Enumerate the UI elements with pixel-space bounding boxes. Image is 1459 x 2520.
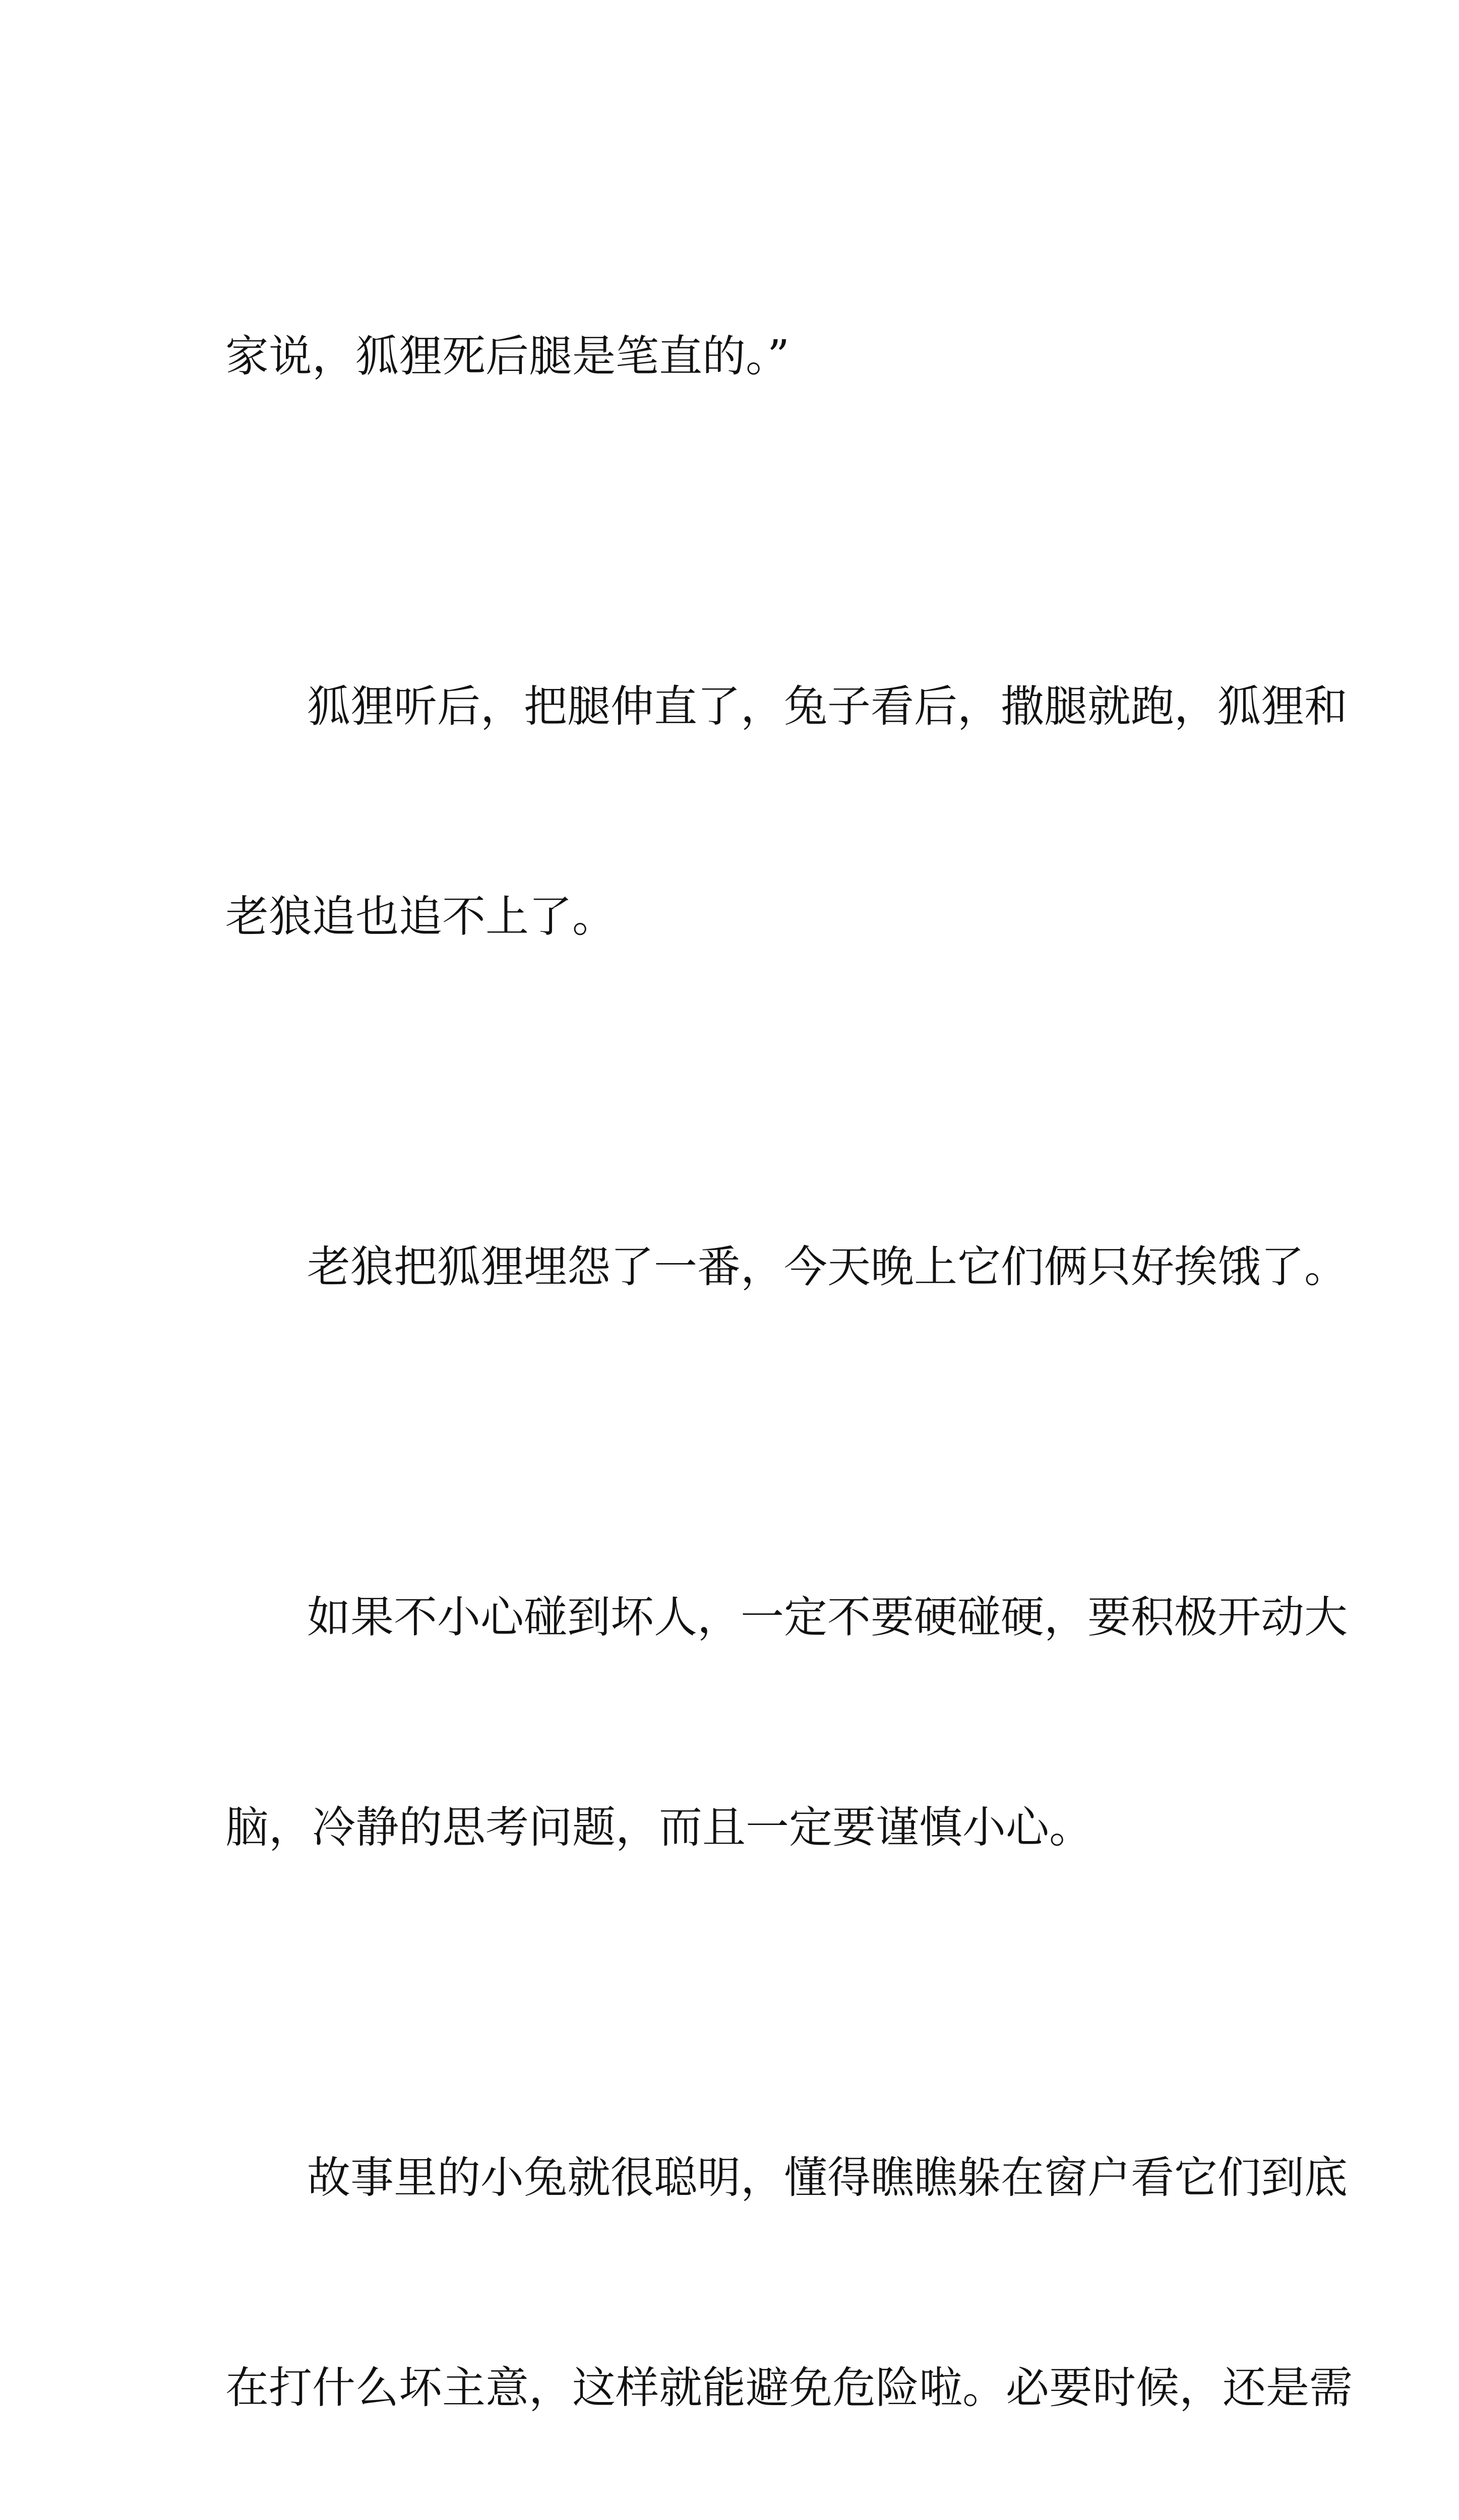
text-line: 脑，冷静的思考问题，而且一定要谨慎小心。 [225, 1802, 1092, 1853]
paragraph [225, 1092, 1348, 1442]
paragraph [225, 181, 1249, 532]
text-line: 家说，狐狸死后腿是笔直的。” [225, 331, 789, 382]
text-line: 如果不小心碰到坏人，一定不要硬碰硬，要积极开动大 [307, 1592, 1348, 1643]
paragraph [225, 532, 1348, 1092]
text-line: 老狼追也追不上了。 [225, 892, 616, 942]
paragraph [225, 2003, 1353, 2520]
paragraph [225, 1442, 1348, 2003]
text-line: 老狼把狐狸埋怨了一番，今天晚上它们俩只好挨饿了。 [307, 1242, 1348, 1292]
story-text [225, 181, 1353, 2520]
text-line: 在打什么坏主意，这样就能避免危险啦。必要时候，还是需 [225, 2363, 1353, 2413]
text-line: 故事里的小兔就很聪明，懂得瞧瞧躲在窗户看它们到底 [307, 2153, 1348, 2203]
text-line: 狐狸听后，把腿伸直了，兔子看后，撒腿就跑，狐狸和 [307, 681, 1348, 732]
